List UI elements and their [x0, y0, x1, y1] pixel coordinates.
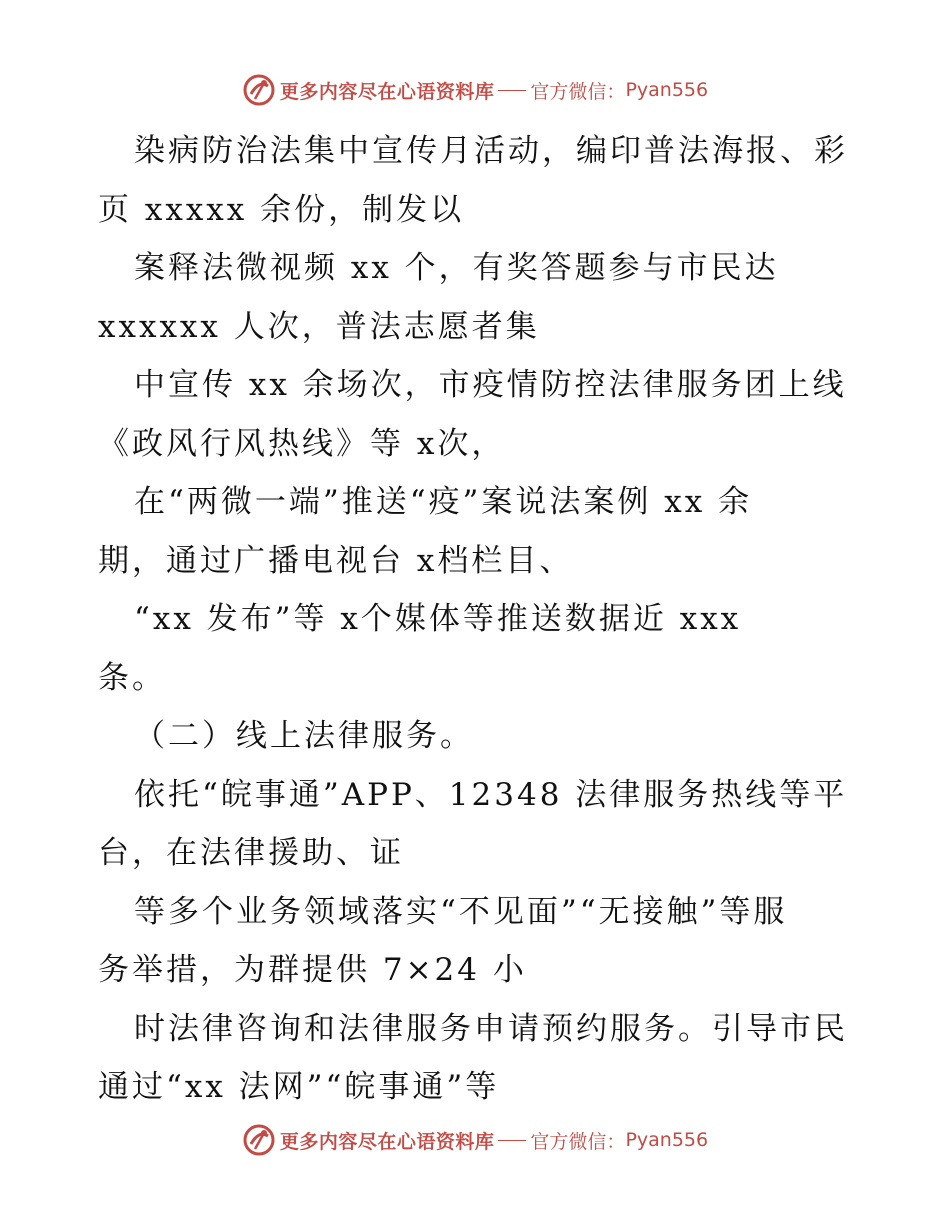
banner-brand: 更多内容尽在心语资料库 — [279, 80, 495, 103]
text-line: xxxxxx 人次，普法志愿者集 — [98, 308, 540, 345]
text-line: 务举措，为群提供 7×24 小 — [98, 952, 527, 988]
text-line: 中宣传 xx 余场次，市疫情防控法律服务团上线 — [134, 367, 847, 403]
text-line: 案释法微视频 xx 个，有奖答题参与市民达 — [134, 250, 779, 286]
text-line: 等多个业务领域落实“不见面”“无接触”等服 — [134, 893, 788, 930]
text-line: 台，在法律援助、证 — [98, 835, 404, 871]
banner-dash — [498, 90, 526, 91]
banner-handle: Pyan556 — [625, 1129, 709, 1151]
text-line: 期，通过广播电视台 x档栏目、 — [98, 542, 574, 579]
banner-handle: Pyan556 — [625, 79, 709, 101]
banner-brand: 更多内容尽在心语资料库 — [279, 1130, 495, 1153]
text-line: “xx 发布”等 x个媒体等推送数据近 xxx — [134, 601, 742, 637]
logo-icon — [242, 73, 276, 107]
text-line: 通过“xx 法网”“皖事通”等 — [98, 1069, 500, 1105]
document-body — [98, 122, 858, 1117]
text-line: 在“两微一端”推送“疫”案说法案例 xx 余 — [134, 484, 753, 520]
logo-icon — [242, 1123, 276, 1157]
banner-official: 官方微信： — [530, 80, 626, 103]
text-line: 染病防治法集中宣传月活动，编印普法海报、彩 — [134, 133, 848, 169]
header-watermark — [0, 70, 950, 110]
text-line: 时法律咨询和法律服务申请预约服务。引导市民 — [134, 1010, 848, 1047]
text-line: 《政风行风热线》等 x次， — [98, 425, 506, 462]
footer-watermark — [0, 1120, 950, 1160]
banner-official: 官方微信： — [530, 1130, 626, 1153]
text-line: 条。 — [98, 659, 166, 696]
section-heading: （二）线上法律服务。 — [134, 718, 474, 754]
text-line: 依托“皖事通”APP、12348 法律服务热线等平 — [134, 776, 848, 813]
banner-dash — [498, 1140, 526, 1141]
text-line: 页 xxxxx 余份，制发以 — [98, 191, 465, 228]
